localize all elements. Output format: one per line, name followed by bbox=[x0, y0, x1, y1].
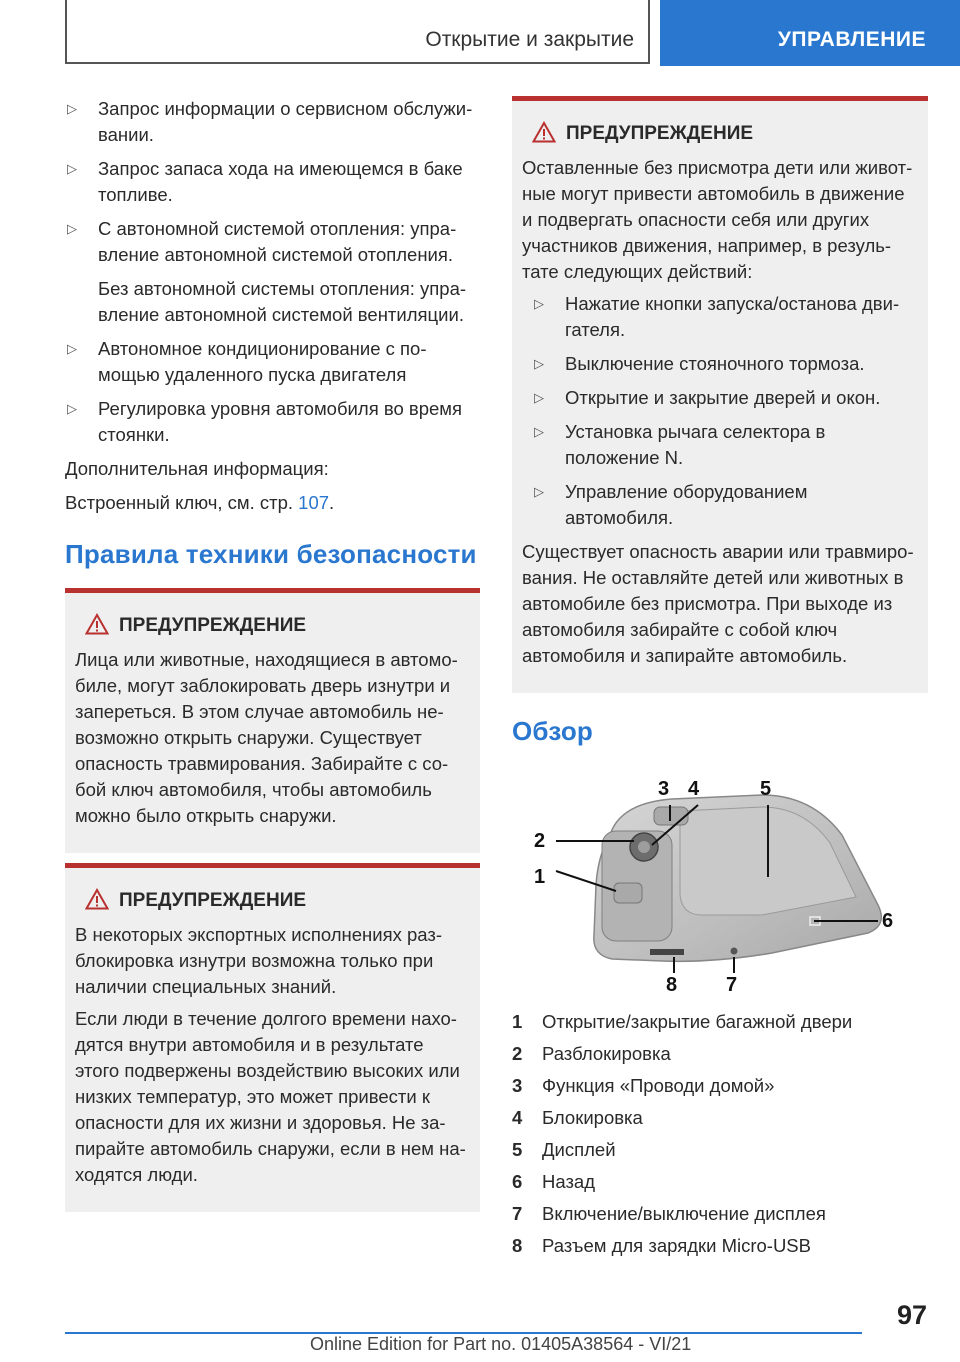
warning-text: Оставленные без присмотра дети или живот-ные могут привести автомобиль в движение и подвергать опасности себя или других участников движения, например, в резуль-тате следующих действий: bbox=[522, 157, 913, 282]
figure-legend bbox=[512, 1009, 928, 1259]
bullet-item: ▷ Выключение стояночного тормоза. bbox=[532, 351, 918, 377]
car-key-illustration bbox=[512, 765, 928, 995]
sub-paragraph: Без автономной системы отопления: упра-вление автономной системой вентиляции. bbox=[98, 278, 467, 325]
warning-box-2 bbox=[65, 863, 480, 1212]
figure-label: 1 bbox=[534, 866, 546, 888]
bullet-item: ▷ Регулировка уровня автомобиля во время стоянки. bbox=[67, 398, 463, 445]
warning-box-3 bbox=[512, 96, 928, 693]
header-section: УПРАВЛЕНИЕ bbox=[777, 28, 926, 51]
bullet-triangle-icon: ▷ bbox=[67, 101, 77, 116]
power-button bbox=[731, 948, 738, 955]
bullet-item: ▷ Запрос запаса хода на имеющемся в баке топливе. bbox=[67, 158, 463, 205]
footer-edition: Online Edition for Part no. 01405A38564 - VI/21 bbox=[310, 1334, 692, 1354]
bullet-item: ▷ Открытие и закрытие дверей и окон. bbox=[532, 385, 918, 411]
warning-text: Лица или животные, находящиеся в автомо-биле, могут заблокировать дверь изнутри и запереться. В этом случае автомобиль не-возможно открыть снаружи. Существует опасность травмирования. Забирайте с со-бой ключ автомобиля, чтобы автомобиль можно было открыть снаружи. bbox=[75, 649, 458, 826]
bullet-triangle-icon: ▷ bbox=[534, 424, 544, 439]
extra-info-label: Дополнительная информация: bbox=[65, 458, 329, 479]
warning-triangle-icon bbox=[532, 121, 556, 143]
warning-text: Если люди в течение долгого времени нахо-дятся внутри автомобиля и в результате этого подвержены воздействию высоких или низких температур, это может привести к опасности для их жизни и здоровья. Не за-пирайте автомобиль снаружи, если в нем на-ходятся люди. bbox=[75, 1008, 466, 1185]
header-left-box bbox=[65, 0, 650, 64]
legend-item: 4 Блокировка bbox=[512, 1107, 643, 1128]
warning-title: ПРЕДУПРЕЖДЕНИЕ bbox=[75, 613, 470, 639]
figure-label: 5 bbox=[760, 778, 772, 800]
figure-label: 4 bbox=[688, 778, 700, 800]
safety-heading: Правила техники безопасности bbox=[65, 539, 477, 569]
warning-text: В некоторых экспортных исполнениях раз-блокировка изнутри возможна только при наличии специальных знаний. bbox=[75, 924, 443, 997]
bullet-item: ▷ Управление оборудованием автомобиля. bbox=[534, 481, 808, 528]
bullet-item: ▷ Автономное кондиционирование с по-мощью удаленного пуска двигателя bbox=[67, 338, 427, 385]
bullet-triangle-icon: ▷ bbox=[67, 341, 77, 356]
bullet-triangle-icon: ▷ bbox=[534, 390, 544, 405]
figure-label: 3 bbox=[658, 778, 670, 800]
legend-item: 8 Разъем для зарядки Micro-USB bbox=[512, 1235, 811, 1256]
bullet-triangle-icon: ▷ bbox=[534, 356, 544, 371]
usb-port bbox=[650, 949, 684, 955]
page-number: 97 bbox=[896, 1300, 927, 1330]
legend-item: 7 Включение/выключение дисплея bbox=[512, 1203, 826, 1224]
key-reference: Встроенный ключ, см. стр. 107. bbox=[65, 492, 335, 513]
figure-label: 2 bbox=[534, 830, 546, 852]
bullet-triangle-icon: ▷ bbox=[534, 296, 544, 311]
warning-title: ПРЕДУПРЕЖДЕНИЕ bbox=[522, 121, 918, 147]
right-column bbox=[512, 96, 928, 1265]
overview-heading: Обзор bbox=[512, 716, 593, 746]
figure-label: 7 bbox=[726, 974, 738, 995]
warning-triangle-icon bbox=[85, 888, 109, 910]
bullet-item: ▷ Запрос информации о сервисном обслужи-вании. bbox=[67, 98, 473, 145]
warning-triangle-icon bbox=[85, 613, 109, 635]
legend-item: 2 Разблокировка bbox=[512, 1043, 671, 1064]
left-column bbox=[65, 96, 480, 1222]
bullet-triangle-icon: ▷ bbox=[67, 401, 77, 416]
bullet-item: ▷ С автономной системой отопления: упра-вление автономной системой отопления. bbox=[67, 218, 457, 265]
warning-box-1 bbox=[65, 588, 480, 853]
bullet-item: ▷ Нажатие кнопки запуска/останова дви-гателя. bbox=[534, 293, 900, 340]
bullet-triangle-icon: ▷ bbox=[67, 161, 77, 176]
warning-title: ПРЕДУПРЕЖДЕНИЕ bbox=[75, 888, 470, 914]
bullet-item: ▷ Установка рычага селектора в положение N. bbox=[534, 421, 826, 468]
legend-item: 6 Назад bbox=[512, 1171, 596, 1192]
bullet-triangle-icon: ▷ bbox=[534, 484, 544, 499]
header-section-box bbox=[660, 0, 960, 66]
warning-text: Существует опасность аварии или травмиро-вания. Не оставляйте детей или животных в автомобиле без присмотра. При выходе из автомобиля забирайте с собой ключ автомобиля и запирайте автомобиль. bbox=[522, 541, 914, 666]
figure-label: 8 bbox=[666, 974, 678, 995]
page-link[interactable]: 107 bbox=[298, 492, 330, 513]
figure-label: 6 bbox=[882, 910, 894, 932]
bullet-triangle-icon: ▷ bbox=[67, 221, 77, 236]
legend-item: 3 Функция «Проводи домой» bbox=[512, 1075, 775, 1096]
key-figure bbox=[512, 765, 928, 995]
header-title: Открытие и закрытие bbox=[425, 28, 634, 51]
legend-item: 5 Дисплей bbox=[512, 1139, 616, 1160]
legend-item: 1 Открытие/закрытие багажной двери bbox=[512, 1011, 853, 1032]
